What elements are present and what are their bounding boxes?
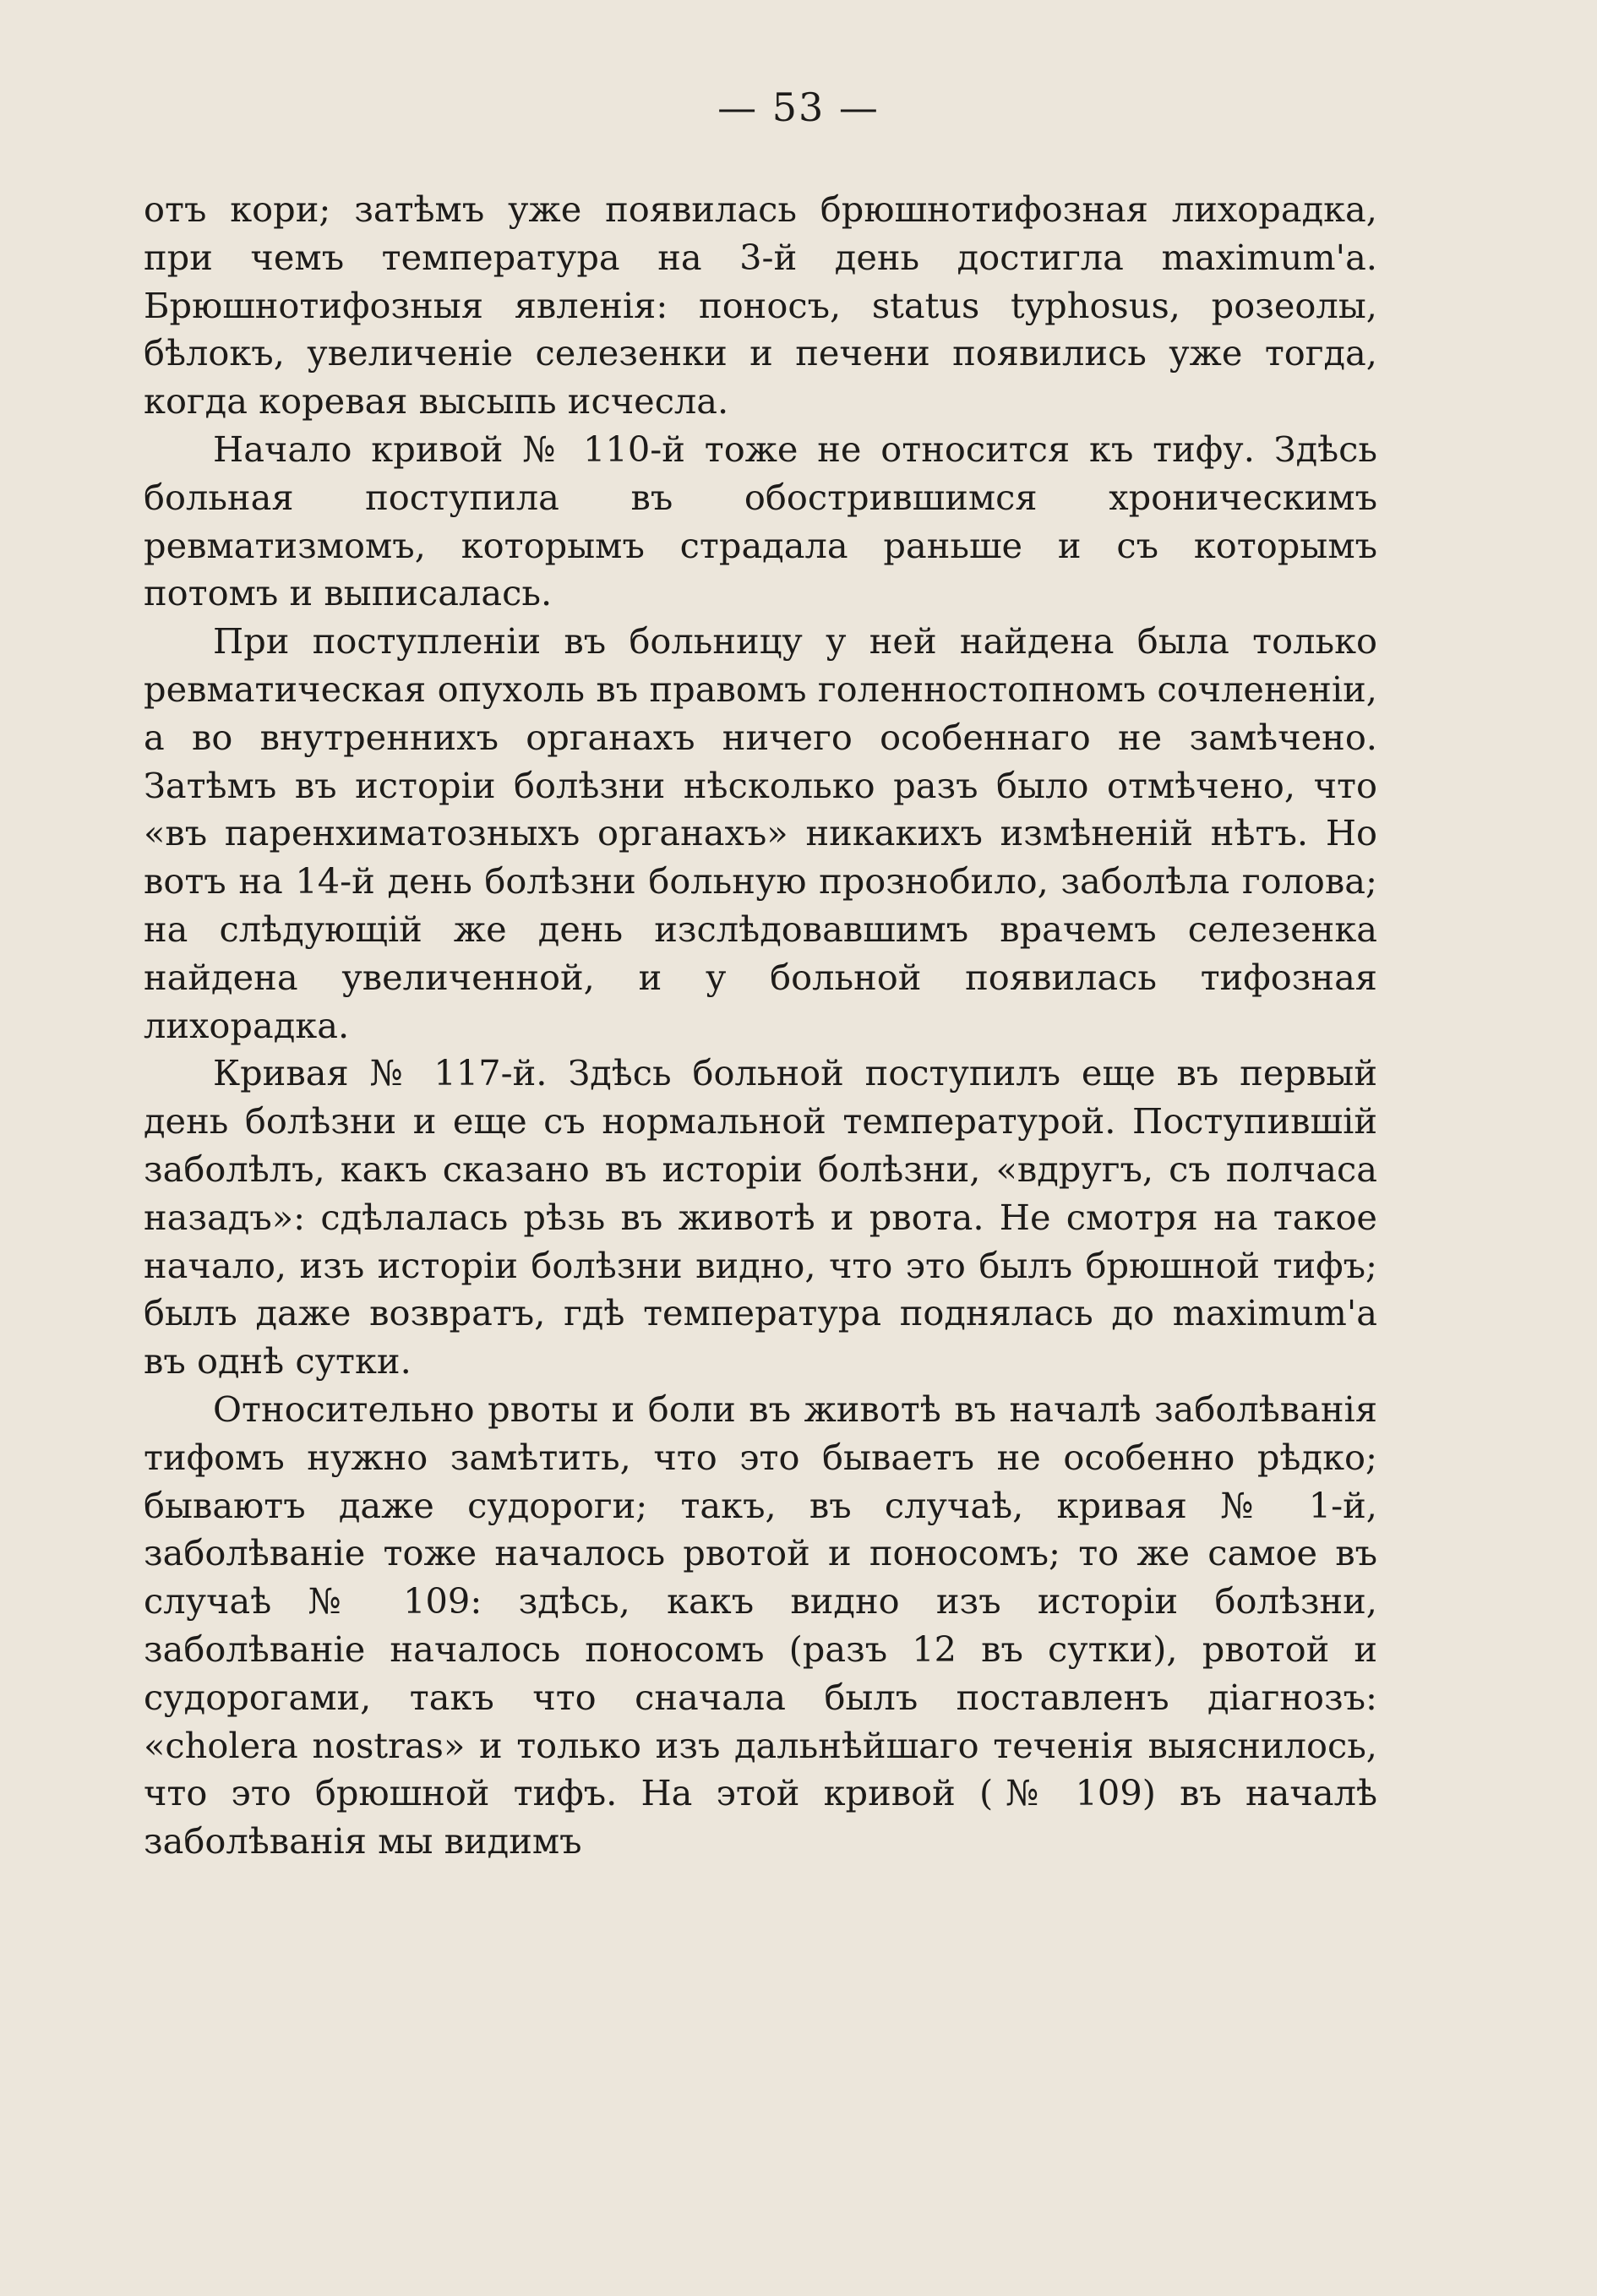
paragraph-1: отъ кори; затѣмъ уже появилась брюшнотифозная лихорадка, при чемъ температура на 3-й день достигла maximum'а. Брюшнотифозныя явленія: поносъ, status typhosus, розеолы, бѣлокъ, увеличеніе селезенки и печени появились уже тогда, когда коревая высыпь исчесла.: [144, 188, 1377, 423]
paragraph-3: При поступленіи въ больницу у ней найдена была только ревматическая опухоль въ правомъ голенностопномъ сочлененіи, а во внутреннихъ органахъ ничего особеннаго не замѣчено. Затѣмъ въ исторіи болѣзни нѣсколько разъ было отмѣчено, что «въ паренхиматозныхъ органахъ» никакихъ измѣненій нѣтъ. Но вотъ на 14-й день болѣзни больную прознобило, заболѣла голова; на слѣдующій же день изслѣдовавшимъ врачемъ селезенка найдена увеличенной, и у больной появилась тифозная лихорадка.: [144, 620, 1377, 1046]
body-text: [144, 186, 1377, 1866]
paragraph-4: Кривая № 117-й. Здѣсь больной поступилъ еще въ первый день болѣзни и еще съ нормальной температурой. Поступившій заболѣлъ, какъ сказано въ исторіи болѣзни, «вдругъ, съ полчаса назадъ»: сдѣлалась рѣзь въ животѣ и рвота. Не смотря на такое начало, изъ исторіи болѣзни видно, что это былъ брюшной тифъ; былъ даже возвратъ, гдѣ температура поднялась до maximum'а въ однѣ сутки.: [144, 1052, 1377, 1383]
page-number-header: — 53 —: [717, 85, 880, 130]
paragraph-2: Начало кривой № 110-й тоже не относится къ тифу. Здѣсь больная поступила въ обострившимся хроническимъ ревматизмомъ, которымъ страдала раньше и съ которымъ потомъ и выписалась.: [144, 428, 1377, 614]
paragraph-5: Относительно рвоты и боли въ животѣ въ началѣ заболѣванія тифомъ нужно замѣтить, что это бываетъ не особенно рѣдко; бываютъ даже судороги; такъ, въ случаѣ, кривая № 1-й, заболѣваніе тоже началось рвотой и поносомъ; то же самое въ случаѣ № 109: здѣсь, какъ видно изъ исторіи болѣзни, заболѣваніе началось поносомъ (разъ 12 въ сутки), рвотой и судорогами, такъ что сначала былъ поставленъ діагнозъ: «cholera nostras» и только изъ дальнѣйшаго теченія выяснилось, что это брюшной тифъ. На этой кривой (№ 109) въ началѣ заболѣванія мы видимъ: [144, 1388, 1377, 1862]
